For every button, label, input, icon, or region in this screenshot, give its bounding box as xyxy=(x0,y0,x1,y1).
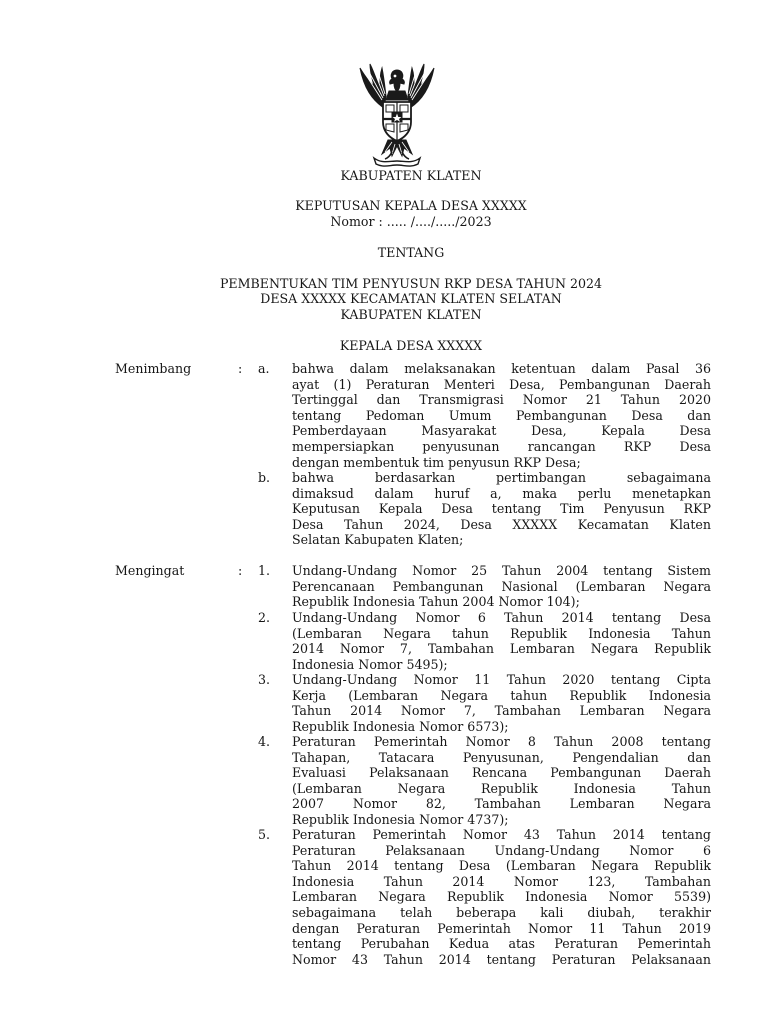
item-line: Undang-Undang Nomor 6 Tahun 2014 tentang Desa xyxy=(292,610,711,625)
item-line: 2014 Nomor 7, Tambahan Lembaran Negara Republik xyxy=(292,641,711,657)
item-line: Tertinggal dan Transmigrasi Nomor 21 Tahun 2020 xyxy=(292,392,711,408)
item-line: Undang-Undang Nomor 11 Tahun 2020 tentang Cipta xyxy=(292,672,711,687)
item-line: Tahapan, Tatacara Penyusunan, Pengendalian dan xyxy=(292,749,711,765)
item-line: Nomor 43 Tahun 2014 tentang Peraturan Pelaksanaan xyxy=(292,951,711,967)
item-line: Lembaran Negara Republik Indonesia Nomor 5539) xyxy=(292,889,711,905)
mengingat-item-3 xyxy=(292,672,711,734)
item-line: Indonesia Nomor 5495); xyxy=(292,656,448,672)
subject-line: KABUPATEN KLATEN xyxy=(340,307,482,322)
item-marker: 2. xyxy=(258,610,271,625)
item-line: Peraturan Pelaksanaan Undang-Undang Nomor 6 xyxy=(292,842,711,858)
item-marker: 4. xyxy=(258,734,271,749)
item-line: Perencanaan Pembangunan Nasional (Lembaran Negara xyxy=(292,578,711,594)
item-line: Pemberdayaan Masyarakat Desa, Kepala Desa xyxy=(292,423,711,439)
subject-line: DESA XXXXX KECAMATAN KLATEN SELATAN xyxy=(260,291,562,306)
item-line: Peraturan Pemerintah Nomor 8 Tahun 2008 tentang xyxy=(292,734,711,749)
item-line: dengan membentuk tim penyusun RKP Desa; xyxy=(292,454,581,470)
item-line: Republik Indonesia Nomor 4737); xyxy=(292,811,509,827)
menimbang-item-a xyxy=(292,361,711,470)
item-line: Keputusan Kepala Desa tentang Tim Penyusun RKP xyxy=(292,501,711,517)
item-line: Republik Indonesia Nomor 6573); xyxy=(292,718,509,734)
item-line: 2007 Nomor 82, Tambahan Lembaran Negara xyxy=(292,796,711,812)
item-line: dengan Peraturan Pemerintah Nomor 11 Tahun 2019 xyxy=(292,920,711,936)
item-line: tentang Pedoman Umum Pembangunan Desa dan xyxy=(292,407,711,423)
item-line: Kerja (Lembaran Negara tahun Republik Indonesia xyxy=(292,687,711,703)
item-line: Indonesia Tahun 2014 Nomor 123, Tambahan xyxy=(292,873,711,889)
item-line: (Lembaran Negara tahun Republik Indonesia Tahun xyxy=(292,625,711,641)
about-heading: TENTANG xyxy=(377,245,445,260)
item-line: tentang Perubahan Kedua atas Peraturan Pemerintah xyxy=(292,936,711,952)
item-line: Selatan Kabupaten Klaten; xyxy=(292,532,464,548)
item-line: Peraturan Pemerintah Nomor 43 Tahun 2014 tentang xyxy=(292,827,711,842)
issuer-heading: KEPALA DESA XXXXX xyxy=(339,338,483,353)
item-line: mempersiapkan penyusunan rancangan RKP Desa xyxy=(292,438,711,454)
garuda-emblem-icon xyxy=(352,60,442,168)
decree-title: KEPUTUSAN KEPALA DESA XXXXX xyxy=(295,198,527,213)
item-line: ayat (1) Peraturan Menteri Desa, Pembangunan Daerah xyxy=(292,376,711,392)
decree-number: Nomor : ..... /..../...../2023 xyxy=(330,214,492,229)
mengingat-item-2 xyxy=(292,610,711,672)
item-line: Evaluasi Pelaksanaan Rencana Pembangunan Daerah xyxy=(292,765,711,781)
item-line: Tahun 2014 tentang Desa (Lembaran Negara Republik xyxy=(292,858,711,874)
item-marker: b. xyxy=(258,470,271,485)
menimbang-item-b xyxy=(292,470,711,548)
item-line: bahwa dalam melaksanakan ketentuan dalam Pasal 36 xyxy=(292,361,711,376)
item-marker: 1. xyxy=(258,563,271,578)
mengingat-item-1 xyxy=(292,563,711,610)
item-line: bahwa berdasarkan pertimbangan sebagaimana xyxy=(292,470,711,485)
mengingat-item-5 xyxy=(292,827,711,967)
menimbang-label: Menimbang xyxy=(115,361,192,376)
mengingat-label: Mengingat xyxy=(115,563,185,578)
item-marker: 3. xyxy=(258,672,271,687)
mengingat-colon: : xyxy=(238,563,243,578)
menimbang-colon: : xyxy=(238,361,243,376)
item-marker: 5. xyxy=(258,827,271,842)
regency-title: KABUPATEN KLATEN xyxy=(340,168,482,183)
item-line: (Lembaran Negara Republik Indonesia Tahun xyxy=(292,780,711,796)
item-line: Undang-Undang Nomor 25 Tahun 2004 tentang Sistem xyxy=(292,563,711,578)
item-marker: a. xyxy=(258,361,270,376)
mengingat-item-4 xyxy=(292,734,711,828)
item-line: dimaksud dalam huruf a, maka perlu menetapkan xyxy=(292,485,711,501)
item-line: sebagaimana telah beberapa kali diubah, terakhir xyxy=(292,904,711,920)
item-line: Tahun 2014 Nomor 7, Tambahan Lembaran Negara xyxy=(292,703,711,719)
item-line: Republik Indonesia Tahun 2004 Nomor 104); xyxy=(292,594,580,610)
item-line: Desa Tahun 2024, Desa XXXXX Kecamatan Klaten xyxy=(292,516,711,532)
subject-line: PEMBENTUKAN TIM PENYUSUN RKP DESA TAHUN 2024 xyxy=(219,276,603,291)
